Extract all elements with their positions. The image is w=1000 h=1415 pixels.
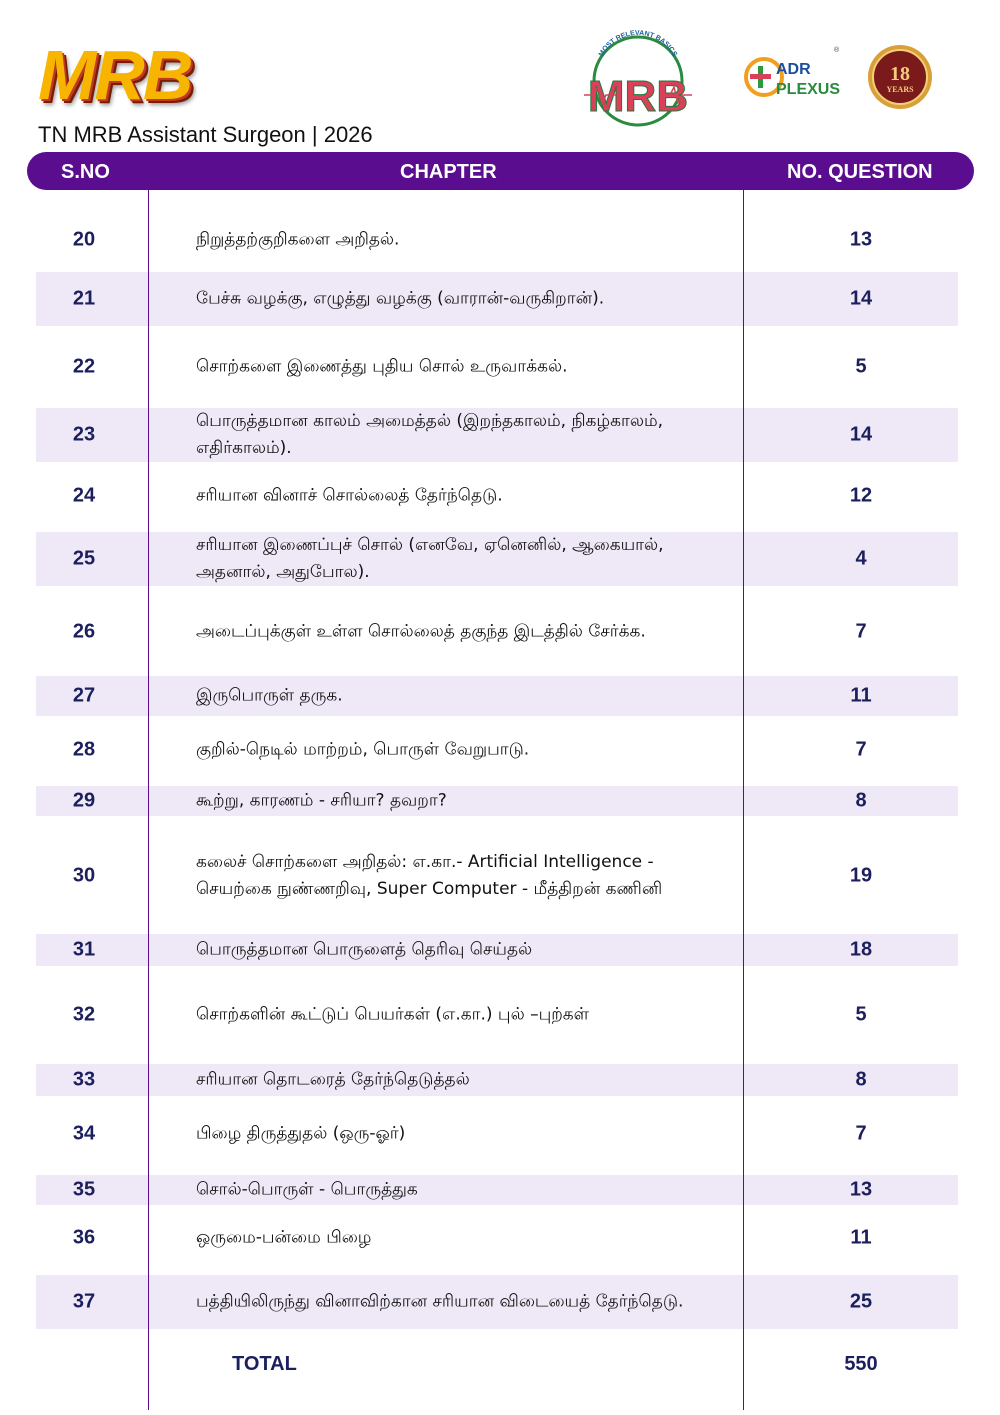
table-row	[36, 1064, 958, 1096]
row-chapter: பொருத்தமான காலம் அமைத்தல் (இறந்தகாலம், நிகழ்காலம், எதிர்காலம்).	[196, 411, 664, 458]
row-question-count: 25	[849, 1290, 873, 1313]
row-question-count: 13	[849, 1178, 873, 1201]
row-chapter: பிழை திருத்துதல் (ஒரு-ஓர்)	[196, 1123, 406, 1144]
mrb-center-logo	[582, 25, 694, 133]
adr-logo-line2: PLEXUS	[776, 81, 841, 98]
row-chapter: ஒருமை-பன்மை பிழை	[196, 1227, 372, 1248]
row-question-count: 7	[855, 738, 867, 761]
row-sno: 37	[72, 1290, 96, 1313]
row-question-count: 19	[849, 864, 873, 887]
column-divider	[148, 190, 149, 1410]
row-sno: 36	[72, 1226, 96, 1249]
table-row	[36, 786, 958, 816]
table-row	[36, 1108, 958, 1160]
row-sno: 21	[72, 287, 96, 310]
table-row	[36, 830, 958, 922]
table-row	[36, 408, 958, 462]
row-question-count: 7	[855, 1122, 867, 1145]
table-row	[36, 272, 958, 326]
row-sno: 25	[72, 547, 96, 570]
row-chapter: பேச்சு வழக்கு, எழுத்து வழக்கு (வாரான்-வருகிறான்).	[196, 288, 605, 309]
row-question-count: 13	[849, 228, 873, 251]
row-chapter: சரியான வினாச் சொல்லைத் தேர்ந்தெடு.	[196, 485, 503, 506]
years-badge-icon	[867, 44, 933, 110]
total-value: 550	[844, 1353, 878, 1375]
table-row	[36, 214, 958, 266]
row-question-count: 4	[855, 547, 867, 570]
row-sno: 30	[72, 864, 96, 887]
table-row	[36, 1275, 958, 1329]
row-chapter: இருபொருள் தருக.	[196, 685, 343, 706]
row-question-count: 11	[850, 1226, 872, 1249]
row-chapter: சொற்களின் கூட்டுப் பெயர்கள் (எ.கா.) புல் –புற்கள்	[196, 1004, 590, 1025]
center-logo-arc-text: MOST RELEVANT BASICS	[597, 29, 679, 58]
mrb-brand-logo: MRB	[38, 36, 192, 114]
table-row	[36, 1175, 958, 1205]
column-header-chapter: CHAPTER	[400, 161, 497, 183]
row-sno: 24	[72, 484, 96, 507]
row-chapter: சரியான இணைப்புச் சொல் (எனவே, ஏனெனில், ஆகையால், அதனால், அதுபோல).	[196, 535, 664, 582]
table-row	[36, 336, 958, 398]
svg-text:MOST RELEVANT BASICS	[598, 30, 678, 58]
table-header	[27, 152, 974, 190]
table-row	[36, 532, 958, 586]
row-question-count: 7	[855, 620, 867, 643]
table-row	[36, 978, 958, 1052]
adr-logo-line1: ADR	[776, 61, 811, 78]
row-chapter: பொருத்தமான பொருளைத் தெரிவு செய்தல்	[196, 939, 533, 960]
adr-plexus-logo	[744, 44, 844, 110]
row-question-count: 14	[849, 287, 873, 310]
row-sno: 32	[72, 1003, 96, 1026]
row-sno: 29	[72, 789, 96, 812]
table-row	[36, 934, 958, 966]
row-sno: 31	[72, 938, 96, 961]
center-logo-letters: MRB	[587, 72, 689, 121]
table-row	[36, 1214, 958, 1262]
row-chapter: சரியான தொடரைத் தேர்ந்தெடுத்தல்	[196, 1069, 470, 1090]
column-header-sno: S.NO	[61, 161, 110, 183]
row-chapter: கூற்று, காரணம் - சரியா? தவறா?	[196, 790, 447, 811]
row-chapter: கலைச் சொற்களை அறிதல்: எ.கா.- Artificial Intelligence - செயற்கை நுண்ணறிவு, Super Computer - மீத்திறன் கணினி	[196, 852, 663, 899]
row-question-count: 18	[849, 938, 873, 961]
table-row	[36, 722, 958, 778]
years-badge-label: YEARS	[886, 85, 914, 94]
row-chapter: நிறுத்தற்குறிகளை அறிதல்.	[196, 229, 400, 250]
registered-mark: ®	[834, 47, 840, 54]
row-question-count: 8	[855, 789, 867, 812]
row-sno: 23	[72, 423, 96, 446]
total-label: TOTAL	[232, 1353, 297, 1375]
row-sno: 26	[72, 620, 96, 643]
table-row	[36, 470, 958, 522]
row-sno: 34	[72, 1122, 96, 1145]
years-badge-number: 18	[890, 63, 910, 85]
row-sno: 35	[72, 1178, 96, 1201]
table-row	[36, 676, 958, 716]
document-title: TN MRB Assistant Surgeon | 2026	[38, 122, 373, 147]
row-chapter: பத்தியிலிருந்து வினாவிற்கான சரியான விடையைத் தேர்ந்தெடு.	[196, 1291, 684, 1312]
row-chapter: குறில்-நெடில் மாற்றம், பொருள் வேறுபாடு.	[196, 739, 530, 760]
row-chapter: சொற்களை இணைத்து புதிய சொல் உருவாக்கல்.	[196, 356, 568, 377]
row-question-count: 11	[850, 684, 872, 707]
row-question-count: 5	[855, 355, 867, 378]
row-sno: 28	[72, 738, 96, 761]
row-sno: 27	[72, 684, 96, 707]
row-question-count: 14	[849, 423, 873, 446]
column-header-question-count: NO. QUESTION	[787, 161, 933, 183]
row-sno: 20	[72, 228, 96, 251]
table-row	[36, 596, 958, 668]
row-question-count: 8	[855, 1068, 867, 1091]
row-sno: 33	[72, 1068, 96, 1091]
column-divider	[743, 190, 744, 1410]
row-question-count: 12	[849, 484, 873, 507]
row-sno: 22	[72, 355, 96, 378]
row-chapter: சொல்-பொருள் - பொருத்துக	[196, 1179, 418, 1200]
row-question-count: 5	[855, 1003, 867, 1026]
row-chapter: அடைப்புக்குள் உள்ள சொல்லைத் தகுந்த இடத்தில் சேர்க்க.	[196, 621, 646, 642]
